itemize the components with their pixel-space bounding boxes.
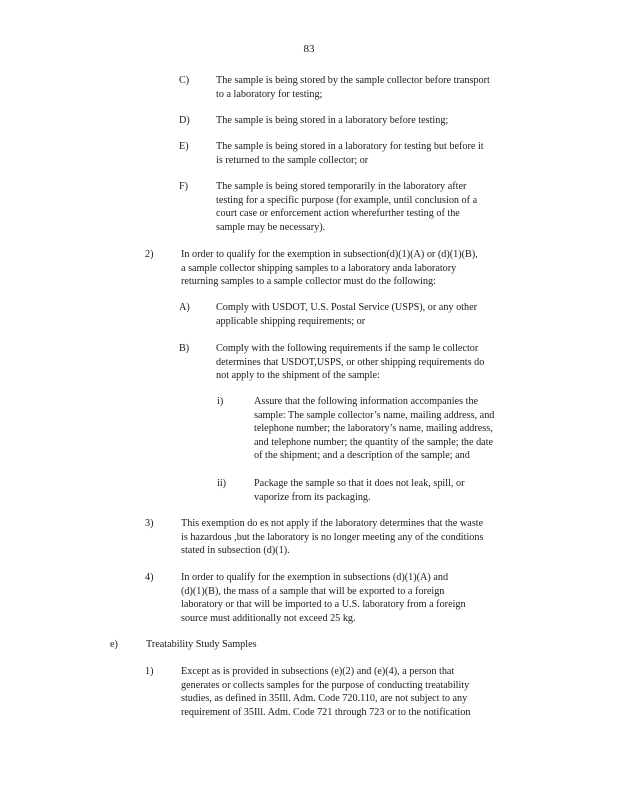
item-text bbox=[216, 74, 536, 101]
text-line: determines that USDOT,USPS, or other shipping requirements do bbox=[216, 356, 485, 368]
text-line: applicable shipping requirements; or bbox=[216, 315, 366, 327]
text-line: sample may be necessary). bbox=[216, 221, 326, 233]
text-line: In order to qualify for the exemption in subsections (d)(1)(A) and bbox=[181, 572, 449, 583]
text-line: and telephone number; the quantity of the sample; the date bbox=[254, 436, 494, 448]
item-label: E) bbox=[179, 141, 189, 152]
item-text bbox=[181, 248, 541, 289]
text-line: to a laboratory for testing; bbox=[216, 88, 323, 100]
item-text bbox=[254, 477, 554, 504]
item-text bbox=[216, 180, 536, 234]
item-label: 1) bbox=[145, 666, 154, 677]
text-line: requirement of 35Ill. Adm. Code 721 through 723 or to the notification bbox=[181, 706, 471, 718]
text-line: The sample is being stored by the sample collector before transport bbox=[216, 75, 490, 86]
item-text bbox=[181, 665, 541, 719]
text-line: laboratory or that will be imported to a U.S. laboratory from a foreign bbox=[181, 599, 466, 611]
text-line: returning samples to a sample collector must do the following: bbox=[181, 276, 436, 288]
item-text bbox=[146, 638, 506, 652]
item-label: C) bbox=[179, 75, 190, 86]
text-line: Comply with the following requirements if the samp le collector bbox=[216, 343, 479, 354]
text-line: This exemption do es not apply if the laboratory determines that the waste bbox=[181, 518, 484, 529]
item-text bbox=[181, 517, 541, 558]
item-label: i) bbox=[217, 396, 224, 407]
item-text bbox=[216, 342, 536, 383]
text-line: not apply to the shipment of the sample: bbox=[216, 370, 380, 382]
page-number: 83 bbox=[303, 43, 315, 55]
item-label: 2) bbox=[145, 249, 154, 260]
text-line: source must additionally not exceed 25 kg. bbox=[181, 612, 356, 624]
text-line: court case or enforcement action wherefurther testing of the bbox=[216, 208, 460, 220]
item-label: 3) bbox=[145, 518, 154, 529]
item-label: D) bbox=[179, 115, 190, 126]
text-line: is returned to the sample collector; or bbox=[216, 154, 369, 166]
item-label: F) bbox=[179, 181, 189, 192]
text-line: (d)(1)(B), the mass of a sample that will be exported to a foreign bbox=[181, 585, 445, 597]
item-text bbox=[254, 395, 554, 463]
item-text bbox=[181, 571, 541, 625]
text-line: Treatability Study Samples bbox=[146, 639, 257, 650]
text-line: vaporize from its packaging. bbox=[254, 491, 371, 503]
text-line: Comply with USDOT, U.S. Postal Service (USPS), or any other bbox=[216, 302, 477, 313]
item-label: ii) bbox=[217, 478, 227, 489]
text-line: The sample is being stored in a laboratory for testing but before it bbox=[216, 141, 484, 152]
item-text bbox=[216, 301, 536, 328]
text-line: The sample is being stored temporarily in the laboratory after bbox=[216, 181, 467, 192]
text-line: Assure that the following information accompanies the bbox=[254, 396, 479, 407]
text-line: a sample collector shipping samples to a laboratory anda laboratory bbox=[181, 262, 457, 274]
text-line: generates or collects samples for the purpose of conducting treatability bbox=[181, 679, 470, 691]
text-line: studies, as defined in 35Ill. Adm. Code 720.110, are not subject to any bbox=[181, 693, 468, 705]
item-text bbox=[216, 114, 536, 128]
text-line: telephone number; the laboratory’s name, mailing address, bbox=[254, 423, 493, 435]
text-line: of the shipment; and a description of the sample; and bbox=[254, 450, 470, 462]
item-label: B) bbox=[179, 343, 190, 354]
text-line: The sample is being stored in a laboratory before testing; bbox=[216, 115, 449, 126]
text-line: Except as is provided in subsections (e)(2) and (e)(4), a person that bbox=[181, 666, 455, 677]
item-label: A) bbox=[179, 302, 190, 313]
text-line: Package the sample so that it does not leak, spill, or bbox=[254, 478, 465, 489]
item-text bbox=[216, 140, 536, 167]
text-line: In order to qualify for the exemption in subsection(d)(1)(A) or (d)(1)(B), bbox=[181, 249, 478, 260]
text-line: is hazardous ,but the laboratory is no longer meeting any of the conditions bbox=[181, 531, 484, 543]
item-label: e) bbox=[110, 639, 118, 650]
text-line: testing for a specific purpose (for example, until conclusion of a bbox=[216, 194, 478, 206]
text-line: stated in subsection (d)(1). bbox=[181, 545, 290, 557]
text-line: sample: The sample collector’s name, mailing address, and bbox=[254, 409, 495, 421]
item-label: 4) bbox=[145, 572, 154, 583]
